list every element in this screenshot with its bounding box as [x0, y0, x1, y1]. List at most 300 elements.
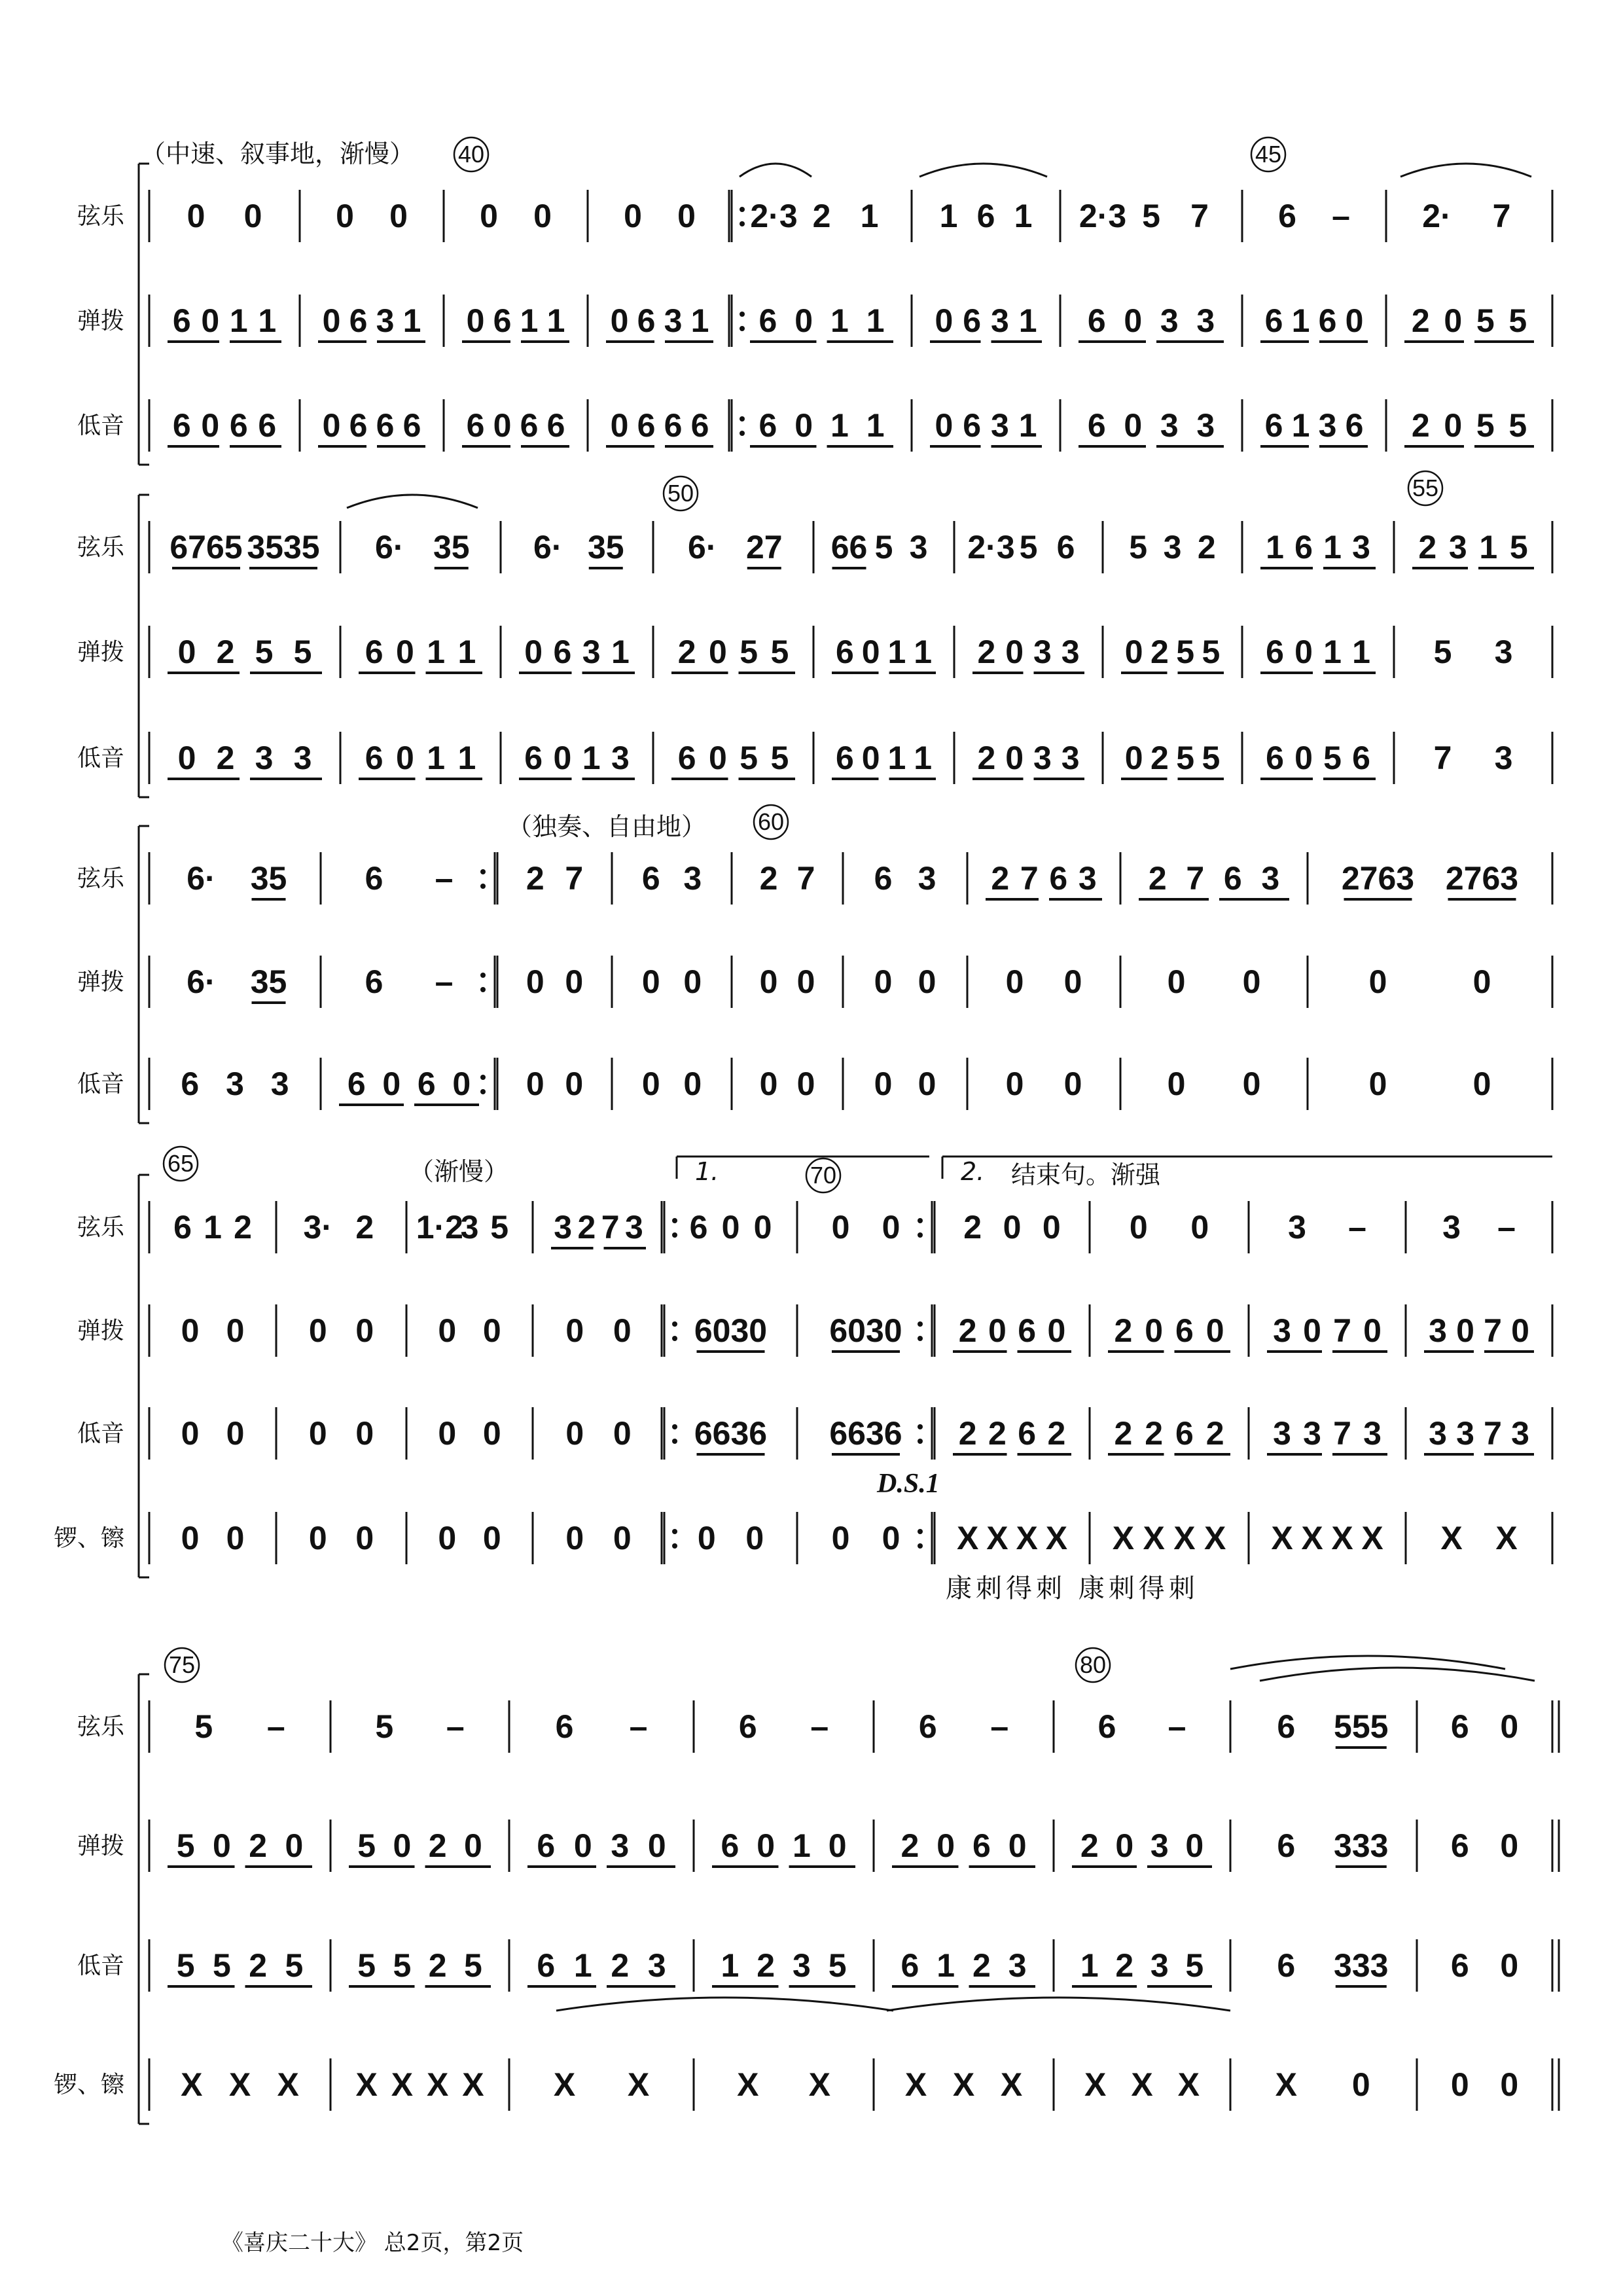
note: 0 — [452, 1066, 471, 1102]
note: 3 — [611, 1827, 630, 1864]
note: 0 — [1124, 302, 1143, 339]
repeat-dot — [480, 987, 486, 992]
note: 6 — [1266, 634, 1284, 670]
note: 0 — [526, 1066, 544, 1102]
note: 6 — [677, 740, 696, 776]
note: 6 — [365, 860, 383, 897]
note: 6· — [187, 963, 216, 1000]
note: 1 — [792, 1827, 811, 1864]
note: 0 — [438, 1415, 457, 1452]
note: 6 — [181, 1066, 200, 1102]
note: – — [1332, 198, 1350, 234]
percussion-syllables: 康刺得刺 康刺得刺 — [946, 1573, 1199, 1604]
note: 0 — [212, 1827, 231, 1864]
note: 0 — [697, 1520, 716, 1556]
note: 6 — [637, 407, 656, 444]
instrument-label: 弹拨 — [77, 969, 124, 996]
note: 3 — [1448, 529, 1467, 565]
slur — [556, 1998, 893, 2011]
note: 3 — [1494, 740, 1513, 776]
annotation-solo: （独奏、自由地） — [507, 812, 707, 841]
note: 0 — [1005, 1066, 1024, 1102]
note: 3 — [1288, 1209, 1306, 1246]
note: 0 — [1005, 634, 1024, 670]
note: X — [737, 2066, 759, 2103]
note: X — [952, 2066, 975, 2103]
note: 6636 — [829, 1415, 902, 1452]
note: 5 — [1476, 407, 1495, 444]
note: X — [277, 2066, 299, 2103]
note: 2 — [1148, 860, 1167, 897]
note: X — [1361, 1520, 1383, 1556]
note: 2 — [958, 1312, 977, 1349]
note: 7 — [1186, 860, 1205, 897]
note: 0 — [395, 740, 414, 776]
note: – — [1497, 1209, 1516, 1246]
note: 0 — [226, 1312, 245, 1349]
note: 1 — [939, 198, 958, 234]
note: 3 — [270, 1066, 289, 1102]
repeat-dot — [918, 1218, 923, 1223]
note: 3 — [1442, 1209, 1461, 1246]
note: 3 — [1196, 407, 1215, 444]
note: 5 — [212, 1947, 231, 1984]
note: 3 — [1033, 740, 1052, 776]
note: 0 — [988, 1312, 1007, 1349]
note: 6 — [1277, 1947, 1296, 1984]
note: 1 — [1080, 1947, 1099, 1984]
note: 0 — [759, 963, 778, 1000]
note: 3· — [303, 1209, 332, 1246]
note: 0 — [1294, 740, 1313, 776]
note: 1 — [582, 740, 601, 776]
note: 1 — [1291, 407, 1310, 444]
note: 5 — [770, 740, 789, 776]
note: 0 — [393, 1827, 412, 1864]
note: 2 — [216, 634, 235, 670]
slur — [740, 164, 812, 177]
note: X — [1301, 1520, 1323, 1556]
note: 0 — [493, 407, 512, 444]
note: 5 — [1019, 529, 1038, 565]
note: X — [808, 2066, 830, 2103]
note: 0 — [1472, 963, 1491, 1000]
note: 0 — [1368, 1066, 1387, 1102]
note: 5 — [255, 634, 274, 670]
note: 2 — [526, 860, 544, 897]
instrument-label: 弦乐 — [77, 865, 124, 892]
note: 0 — [438, 1312, 457, 1349]
note: 2 — [991, 860, 1010, 897]
note: 0 — [1345, 302, 1364, 339]
note: 0 — [322, 302, 341, 339]
note: 0 — [757, 1827, 776, 1864]
note: 6 — [1450, 1947, 1469, 1984]
note: 1 — [1352, 634, 1370, 670]
note: 3 — [1078, 860, 1097, 897]
note: 6 — [347, 1066, 366, 1102]
note: 0 — [882, 1209, 901, 1246]
note: 0 — [796, 963, 815, 1000]
note: 1 — [1014, 198, 1033, 234]
annotation-ending: 结束句。渐强 — [1011, 1160, 1161, 1189]
note: 2763 — [1445, 860, 1519, 897]
note: X — [986, 1520, 1008, 1556]
note: 6636 — [694, 1415, 768, 1452]
measure-number: 65 — [167, 1150, 194, 1177]
note: 0 — [828, 1827, 847, 1864]
note: 1 — [427, 634, 446, 670]
note: X — [1112, 1520, 1135, 1556]
repeat-dot — [918, 1439, 923, 1444]
note: 2 — [1150, 634, 1169, 670]
note: 6 — [229, 407, 248, 444]
note: 6 — [1345, 407, 1364, 444]
note: X — [1173, 1520, 1196, 1556]
note: 1 — [887, 740, 906, 776]
note: 0 — [759, 1066, 778, 1102]
note: 6 — [1175, 1415, 1194, 1452]
note: 0 — [794, 302, 813, 339]
note: 1 — [1323, 634, 1342, 670]
note: 0 — [647, 1827, 666, 1864]
note: 3 — [255, 740, 274, 776]
note: 1 — [402, 302, 421, 339]
repeat-dot — [740, 312, 745, 317]
note: 7 — [1484, 1312, 1502, 1349]
note: 3 — [664, 302, 683, 339]
note: 6 — [524, 740, 543, 776]
note: 5 — [770, 634, 789, 670]
note: 0 — [935, 407, 954, 444]
note: X — [1016, 1520, 1038, 1556]
note: 0 — [874, 1066, 893, 1102]
note: 1 — [914, 634, 933, 670]
note: 0 — [1008, 1827, 1027, 1864]
note: 6 — [1278, 198, 1296, 234]
slur — [1400, 164, 1531, 177]
note: 2 — [1150, 740, 1169, 776]
note: 5 — [176, 1827, 195, 1864]
note: 0 — [1129, 1209, 1148, 1246]
note: 6· — [533, 529, 563, 565]
note: 1 — [1018, 302, 1037, 339]
note: 6 — [901, 1947, 919, 1984]
note: 6 — [1264, 407, 1283, 444]
note: 0 — [1190, 1209, 1209, 1246]
repeat-dot — [672, 1218, 677, 1223]
note: 6 — [1277, 1827, 1296, 1864]
note: 0 — [438, 1520, 457, 1556]
repeat-dot — [672, 1336, 677, 1341]
note: 35 — [433, 529, 470, 565]
note: 3 — [1318, 407, 1337, 444]
note: 2 — [757, 1947, 776, 1984]
note: 0 — [1042, 1209, 1061, 1246]
note: 0 — [1368, 963, 1387, 1000]
note: 35 — [250, 860, 287, 897]
note: 5 — [357, 1947, 376, 1984]
note: 1 — [914, 740, 933, 776]
note: 6· — [688, 529, 717, 565]
note: 0 — [226, 1415, 245, 1452]
measure-number: 80 — [1079, 1651, 1107, 1678]
note: 1 — [866, 302, 885, 339]
instrument-label: 锣、镲 — [53, 1525, 124, 1552]
note: 6· — [187, 860, 216, 897]
note: 3 — [226, 1066, 244, 1102]
repeat-dot — [740, 326, 745, 331]
note: 0 — [1511, 1312, 1529, 1349]
slur — [1230, 1656, 1505, 1669]
note: 0 — [524, 634, 543, 670]
note: 6 — [1318, 302, 1337, 339]
note: 5 — [1129, 529, 1148, 565]
note: 2 — [977, 634, 996, 670]
note: 0 — [181, 1312, 200, 1349]
note: 1 — [573, 1947, 592, 1984]
note: X — [181, 2066, 203, 2103]
note: 5 — [393, 1947, 412, 1984]
note: 1 — [1291, 302, 1310, 339]
note: 6 — [963, 407, 982, 444]
repeat-dot — [918, 1336, 923, 1341]
note: 6 — [1352, 740, 1370, 776]
note: 0 — [796, 1066, 815, 1102]
slur — [1260, 1668, 1535, 1681]
note: 5 — [1176, 740, 1195, 776]
note: 0 — [243, 198, 262, 234]
note: – — [1348, 1209, 1366, 1246]
note: 3535 — [247, 529, 320, 565]
note: 2 — [1197, 529, 1216, 565]
note: 1 — [1323, 529, 1342, 565]
annotation-rit: （渐慢） — [409, 1157, 509, 1186]
note: 0 — [1456, 1312, 1474, 1349]
measure-number: 50 — [667, 480, 694, 507]
note: 5 — [828, 1947, 847, 1984]
note: 0 — [1242, 963, 1261, 1000]
repeat-dot — [918, 1424, 923, 1429]
note: 6 — [976, 198, 995, 234]
note: 6 — [1450, 1827, 1469, 1864]
note: 6 — [1056, 529, 1075, 565]
volta-number: 2. — [961, 1157, 985, 1186]
note: 0 — [1005, 963, 1024, 1000]
note: 0 — [641, 963, 660, 1000]
instrument-label: 弦乐 — [77, 1214, 124, 1241]
note: 0 — [533, 198, 552, 234]
note: 6 — [835, 740, 854, 776]
note: 0 — [1500, 2066, 1519, 2103]
note: X — [956, 1520, 979, 1556]
note: 5 — [293, 634, 312, 670]
note: 5 — [1202, 634, 1221, 670]
note: 0 — [1242, 1066, 1261, 1102]
note: 2·3 — [967, 529, 1015, 565]
annotation-tempo: （中速、叙事地，渐慢） — [141, 139, 415, 168]
note: 2 — [958, 1415, 977, 1452]
note: 6 — [1294, 529, 1313, 565]
note: 6 — [555, 1708, 574, 1745]
note: 3 — [293, 740, 312, 776]
note: 0 — [1115, 1827, 1134, 1864]
note: 3 — [1061, 740, 1080, 776]
repeat-dot — [672, 1439, 677, 1444]
note: 2 — [1411, 407, 1430, 444]
note: 2·3 — [750, 198, 798, 234]
note: 0 — [355, 1312, 374, 1349]
note: 7 — [1492, 198, 1511, 234]
repeat-dot — [672, 1232, 677, 1238]
slur — [347, 495, 478, 508]
note: 6 — [172, 407, 191, 444]
note: 3 — [582, 634, 601, 670]
note: X — [1440, 1520, 1463, 1556]
note: 6 — [1018, 1312, 1037, 1349]
note: 0 — [831, 1520, 850, 1556]
note: 35 — [587, 529, 624, 565]
note: 2· — [1422, 198, 1452, 234]
note: 0 — [1500, 1708, 1519, 1745]
note: 6 — [963, 302, 982, 339]
note: 0 — [1294, 634, 1313, 670]
note: 0 — [753, 1209, 772, 1246]
note: 2 — [1411, 302, 1430, 339]
repeat-dot — [672, 1529, 677, 1534]
note: 2 — [977, 740, 996, 776]
note: 5 — [176, 1947, 195, 1984]
note: 2 — [963, 1209, 982, 1246]
repeat-dot — [672, 1321, 677, 1327]
instrument-label: 低音 — [77, 412, 124, 439]
note: 6 — [172, 302, 191, 339]
note: 3 — [1261, 860, 1280, 897]
note: 6 — [365, 963, 383, 1000]
note: 5 — [1476, 302, 1495, 339]
note: 0 — [466, 302, 485, 339]
note: – — [266, 1708, 285, 1745]
note: 3 — [1196, 302, 1215, 339]
note: 0 — [177, 634, 196, 670]
note: 2 — [1114, 1415, 1133, 1452]
note: 0 — [482, 1520, 501, 1556]
note: 5 — [1202, 740, 1221, 776]
note: X — [228, 2066, 251, 2103]
note: 6 — [553, 634, 572, 670]
note: 0 — [308, 1520, 327, 1556]
note: 0 — [482, 1312, 501, 1349]
note: 5 — [740, 740, 758, 776]
note: 0 — [201, 407, 220, 444]
measure-number: 45 — [1255, 141, 1282, 168]
note: 0 — [181, 1520, 200, 1556]
note: 6 — [690, 407, 709, 444]
dal-segno-mark: D.S.1 — [877, 1469, 940, 1499]
note: 6 — [402, 407, 421, 444]
note: 6 — [417, 1066, 436, 1102]
repeat-dot — [740, 416, 745, 422]
note: 1 — [520, 302, 539, 339]
note: – — [435, 860, 454, 897]
note: 0 — [1444, 302, 1463, 339]
note: – — [446, 1708, 465, 1745]
repeat-dot — [672, 1424, 677, 1429]
note: 5 — [1185, 1947, 1204, 1984]
note: 6 — [365, 634, 383, 670]
note: 6 — [641, 860, 660, 897]
note: 1 — [204, 1209, 222, 1246]
note: 0 — [308, 1415, 327, 1452]
note: 1 — [229, 302, 248, 339]
note: 6 — [1264, 302, 1283, 339]
note: 0 — [610, 407, 629, 444]
instrument-label: 弦乐 — [77, 203, 124, 230]
note: 3 — [990, 302, 1009, 339]
note: 0 — [1063, 1066, 1082, 1102]
note: 1 — [611, 634, 630, 670]
note: X — [1143, 1520, 1165, 1556]
note: 1 — [866, 407, 885, 444]
note: 0 — [1124, 740, 1143, 776]
note: 0 — [573, 1827, 592, 1864]
note: 5 — [285, 1947, 304, 1984]
note: 5 — [1508, 302, 1527, 339]
note: 1 — [457, 740, 476, 776]
note: 3 — [647, 1947, 666, 1984]
note: 6 — [1097, 1708, 1116, 1745]
note: 0 — [936, 1827, 955, 1864]
note: 0 — [613, 1312, 632, 1349]
note: 0 — [1005, 740, 1024, 776]
note: 0 — [683, 963, 702, 1000]
note: 0 — [1124, 407, 1143, 444]
note: 5 — [194, 1708, 213, 1745]
note: 1 — [1018, 407, 1037, 444]
note: 3 — [1273, 1312, 1291, 1349]
note: 3 — [1511, 1415, 1529, 1452]
note: 0 — [565, 1066, 584, 1102]
repeat-dot — [740, 207, 745, 212]
note: 6 — [466, 407, 485, 444]
slur — [887, 1998, 1230, 2011]
note: 0 — [1500, 1947, 1519, 1984]
note: 1 — [457, 634, 476, 670]
note: X — [1131, 2066, 1153, 2103]
note: 2 — [1047, 1415, 1066, 1452]
note: 0 — [861, 634, 880, 670]
note: 6 — [537, 1947, 556, 1984]
note: 3 — [611, 740, 630, 776]
note: 5 — [1433, 634, 1452, 670]
note: X — [904, 2066, 927, 2103]
note: 5 — [490, 1209, 509, 1246]
note: X — [426, 2066, 449, 2103]
note: 5 — [375, 1708, 394, 1745]
note: 3 — [460, 1209, 479, 1246]
note: 6 — [738, 1708, 757, 1745]
note: 0 — [187, 198, 205, 234]
note: 1 — [936, 1947, 955, 1984]
note: 0 — [1063, 963, 1082, 1000]
note: 2 — [577, 1209, 596, 1246]
note: 5 — [1176, 634, 1195, 670]
note: 0 — [613, 1520, 632, 1556]
repeat-dot — [740, 431, 745, 436]
note: 0 — [177, 740, 196, 776]
note: 6 — [1018, 1415, 1037, 1452]
note: 1 — [546, 302, 565, 339]
